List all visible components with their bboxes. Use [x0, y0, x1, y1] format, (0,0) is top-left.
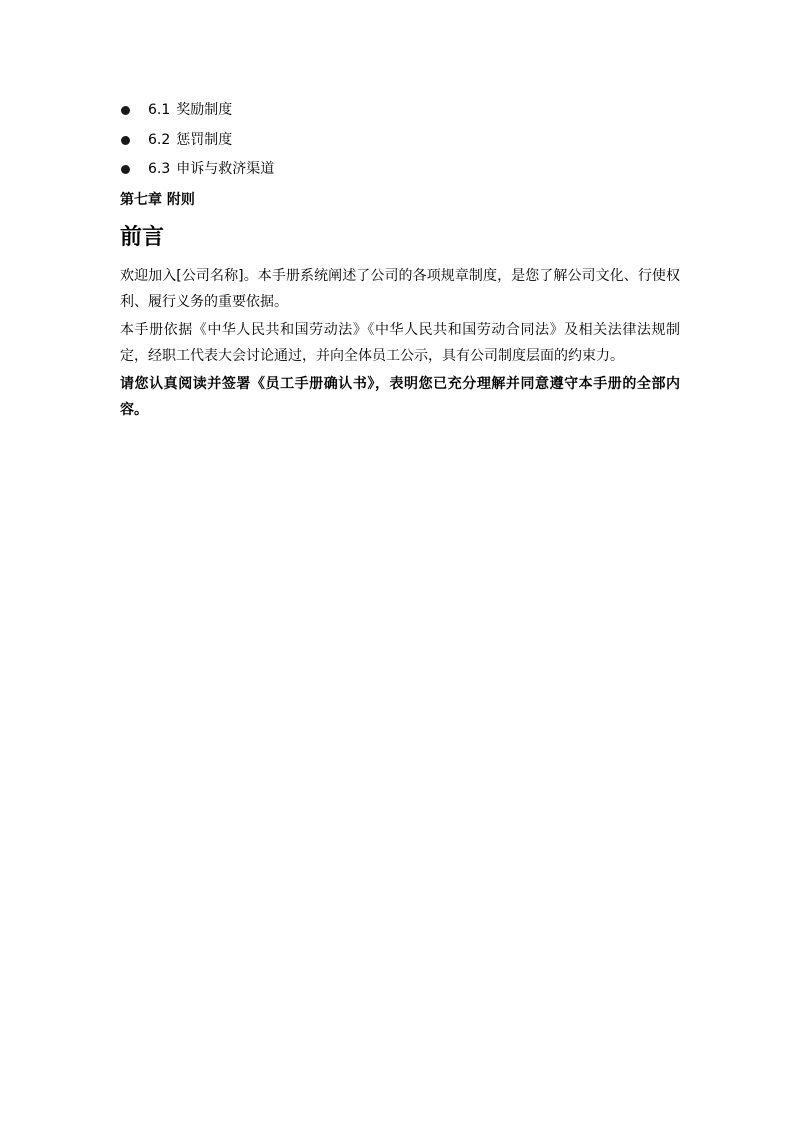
chapter-7-heading[interactable]: 第七章 附则	[120, 191, 195, 208]
bullet-icon	[121, 136, 130, 145]
preface-title: 前言	[120, 224, 165, 250]
toc-item-label: 惩罚制度	[176, 131, 233, 148]
toc-item-number: 6.3	[148, 161, 171, 177]
toc-item-6-3[interactable]	[120, 155, 680, 185]
bullet-icon	[121, 165, 130, 174]
preface-paragraph-basis: 本手册依据《中华人民共和国劳动法》《中华人民共和国劳动合同法》及相关法律法规制定，经职工代表大会讨论通过，并向全体员工公示，具有公司制度层面的约束力。	[120, 321, 680, 364]
toc-item-6-1[interactable]	[120, 96, 680, 126]
preface-notice: 请您认真阅读并签署《员工手册确认书》，表明您已充分理解并同意遵守本手册的全部内容。	[120, 375, 680, 418]
bullet-icon	[121, 106, 130, 115]
toc-list	[120, 96, 680, 185]
toc-item-label: 奖励制度	[176, 102, 233, 118]
toc-item-number: 6.1	[148, 102, 171, 118]
toc-item-6-2[interactable]	[120, 126, 680, 156]
toc-item-number: 6.2	[148, 131, 171, 148]
preface-paragraph-welcome: 欢迎加入[公司名称]。本手册系统阐述了公司的各项规章制度，是您了解公司文化、行使权利、履行义务的重要依据。	[120, 267, 680, 310]
document-page	[120, 96, 680, 425]
toc-item-label: 申诉与救济渠道	[176, 161, 275, 177]
